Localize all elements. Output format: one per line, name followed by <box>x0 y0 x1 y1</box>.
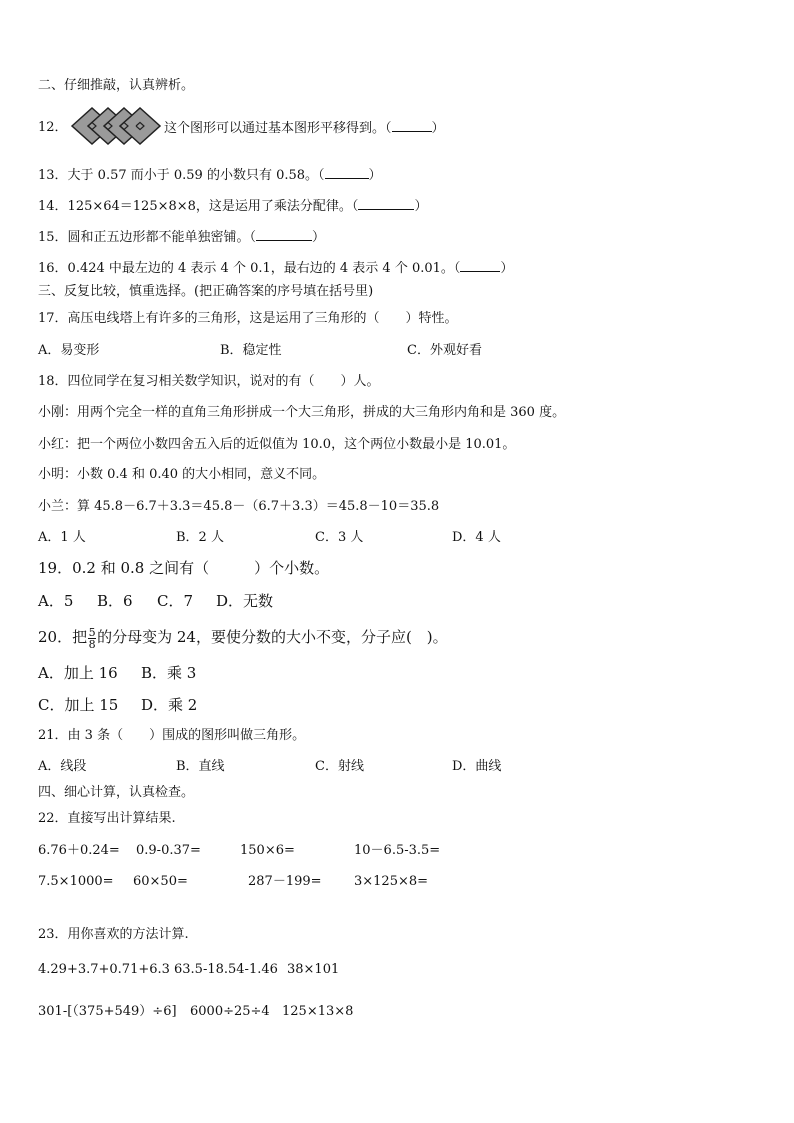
q20-option-a[interactable]: A．加上 16 <box>38 664 118 682</box>
q22-item: 60×50= <box>133 874 188 889</box>
q19-option-c[interactable]: C．7 <box>157 592 194 610</box>
question-13: 13．大于 0.57 而小于 0.59 的小数只有 0.58。（ ） <box>38 168 382 183</box>
q19-option-d[interactable]: D．无数 <box>216 592 274 610</box>
q18-statement-xiaoming: 小明：小数 0.4 和 0.40 的大小相同，意义不同。 <box>38 467 326 482</box>
q17-option-b[interactable]: B．稳定性 <box>220 343 282 358</box>
q18-option-a[interactable]: A．1 人 <box>38 530 86 545</box>
rhombus-pattern-figure <box>70 106 162 146</box>
question-12-text: 这个图形可以通过基本图形平移得到。（ ） <box>164 121 445 136</box>
q20-option-b[interactable]: B．乘 3 <box>141 664 197 682</box>
q21-option-c[interactable]: C．射线 <box>315 759 364 774</box>
q22-item: 7.5×1000= <box>38 874 114 889</box>
q23-item: 63.5-18.54-1.46 <box>174 962 278 977</box>
answer-blank[interactable] <box>460 259 500 272</box>
q18-option-c[interactable]: C．3 人 <box>315 530 364 545</box>
q22-item: 3×125×8= <box>354 874 429 889</box>
answer-blank[interactable] <box>256 228 312 241</box>
q19-option-a[interactable]: A．5 <box>38 592 74 610</box>
q23-item: 38×101 <box>287 962 340 977</box>
q22-item: 287－199= <box>248 874 322 889</box>
question-23: 23．用你喜欢的方法计算. <box>38 927 189 942</box>
q17-option-c[interactable]: C．外观好看 <box>407 343 482 358</box>
q23-item: 301-[（375+549）÷6] <box>38 1004 177 1019</box>
answer-blank[interactable] <box>358 197 414 210</box>
q22-item: 0.9-0.37= <box>136 843 201 858</box>
q21-option-b[interactable]: B．直线 <box>176 759 225 774</box>
question-12 <box>38 119 68 137</box>
question-15: 15．圆和正五边形都不能单独密铺。（ ） <box>38 230 326 245</box>
q19-option-b[interactable]: B．6 <box>97 592 133 610</box>
section-2-heading: 二、仔细推敲，认真辨析。 <box>38 78 195 93</box>
section-3-heading: 三、反复比较，慎重选择。(把正确答案的序号填在括号里) <box>38 284 374 299</box>
q17-option-a[interactable]: A．易变形 <box>38 343 100 358</box>
q20-option-c[interactable]: C．加上 15 <box>38 696 119 714</box>
question-22: 22．直接写出计算结果. <box>38 811 176 826</box>
question-18: 18．四位同学在复习相关数学知识，说对的有（ ）人。 <box>38 374 380 389</box>
question-14: 14．125×64＝125×8×8，这是运用了乘法分配律。（ ） <box>38 199 428 214</box>
q22-item: 10－6.5-3.5= <box>354 843 441 858</box>
answer-blank[interactable] <box>325 166 369 179</box>
answer-blank[interactable] <box>392 119 432 132</box>
question-19: 19．0.2 和 0.8 之间有（ ）个小数。 <box>38 559 330 577</box>
section-4-heading: 四、细心计算，认真检查。 <box>38 785 195 800</box>
question-21: 21．由 3 条（ ）围成的图形叫做三角形。 <box>38 728 306 743</box>
q22-item: 150×6= <box>240 843 295 858</box>
q21-option-d[interactable]: D．曲线 <box>452 759 502 774</box>
q18-option-d[interactable]: D．4 人 <box>452 530 501 545</box>
fraction-five-eighths: $\frac{5}{8}$ <box>88 625 96 651</box>
q18-statement-xiaohong: 小红：把一个两位小数四舍五入后的近似值为 10.0，这个两位小数最小是 10.01。 <box>38 437 516 452</box>
q23-item: 125×13×8 <box>282 1004 354 1019</box>
question-17: 17．高压电线塔上有许多的三角形，这是运用了三角形的（ ）特性。 <box>38 311 458 326</box>
q21-option-a[interactable]: A．线段 <box>38 759 87 774</box>
question-16: 16．0.424 中最左边的 4 表示 4 个 0.1，最右边的 4 表示 4 个 0.01。（ ） <box>38 261 514 276</box>
q18-statement-xiaogang: 小刚：用两个完全一样的直角三角形拼成一个大三角形，拼成的大三角形内角和是 360 度。 <box>38 405 566 420</box>
q20-option-d[interactable]: D．乘 2 <box>141 696 198 714</box>
q18-statement-xiaolan: 小兰：算 45.8－6.7＋3.3＝45.8－（6.7＋3.3）＝45.8－10＝35.8 <box>38 499 440 514</box>
question-20: 20．把 $\frac{5}{8}$ 的分母变为 24，要使分数的大小不变，分子应( )。 <box>38 625 448 651</box>
q23-item: 4.29+3.7+0.71+6.3 <box>38 962 170 977</box>
q22-item: 6.76＋0.24= <box>38 843 120 858</box>
question-12-number: 12． <box>38 120 68 135</box>
q18-option-b[interactable]: B．2 人 <box>176 530 224 545</box>
q23-item: 6000÷25÷4 <box>190 1004 270 1019</box>
